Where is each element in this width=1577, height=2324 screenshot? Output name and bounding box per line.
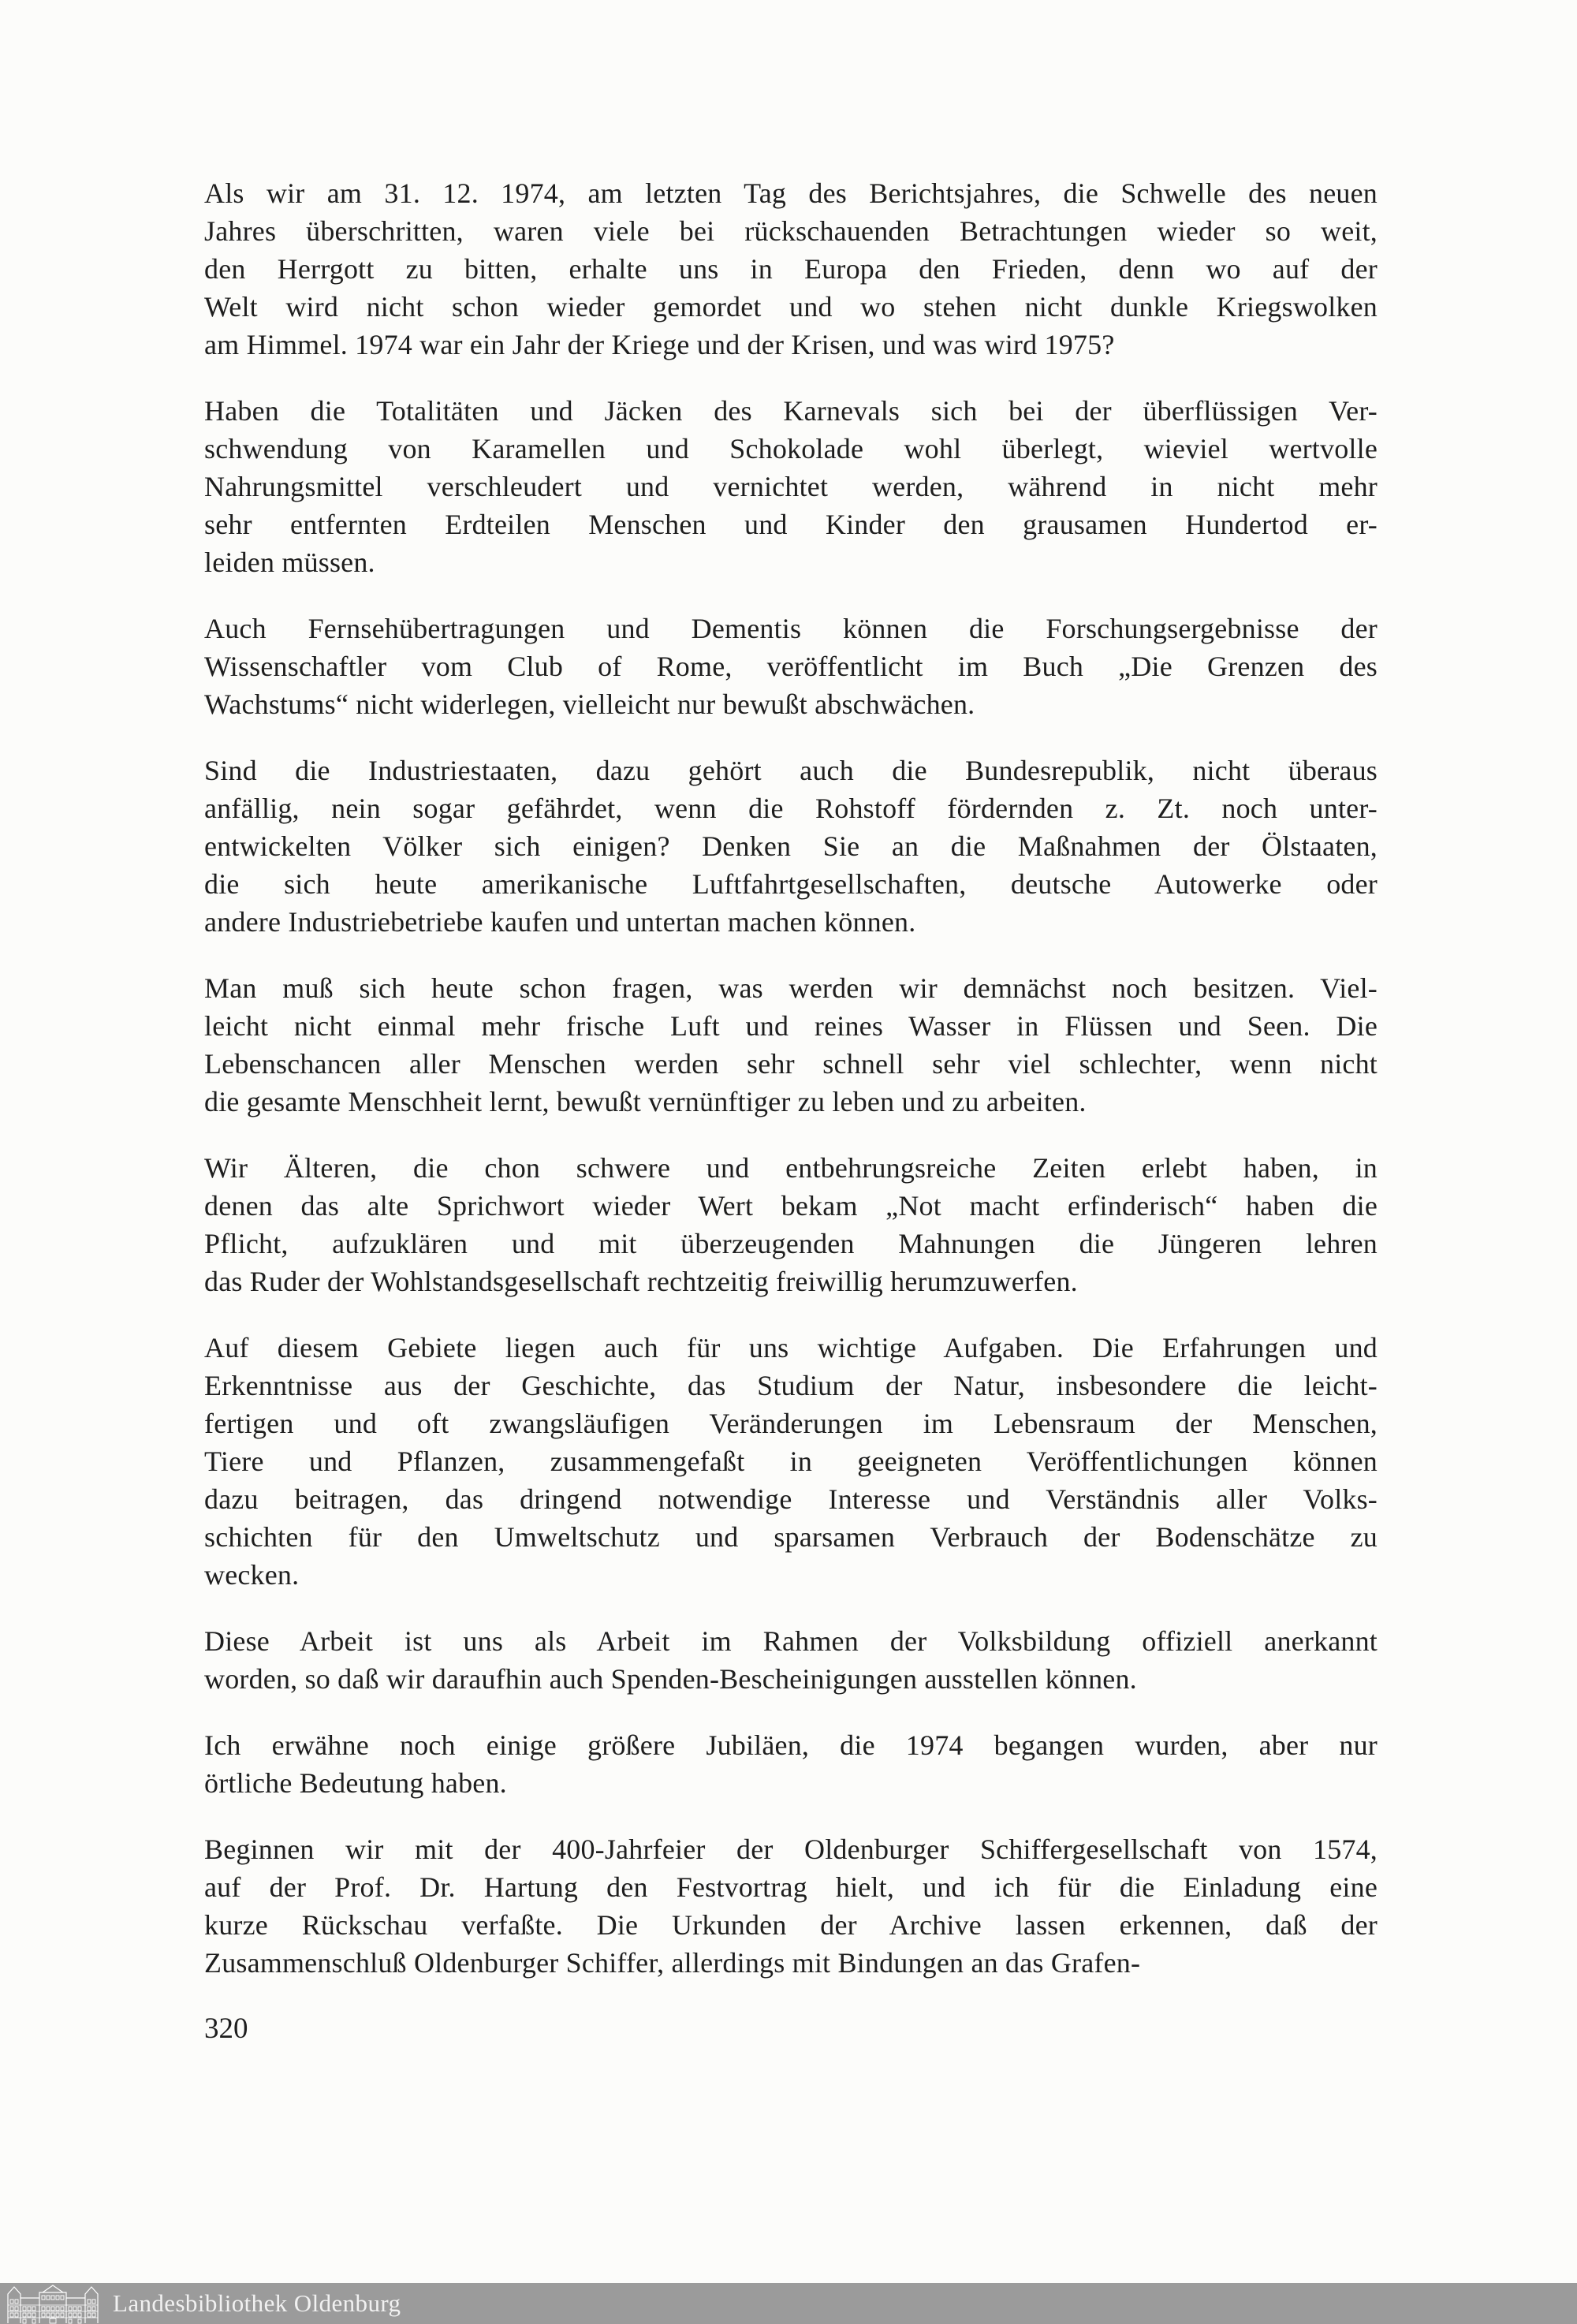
paragraph xyxy=(204,969,1378,1121)
text-line: Lebenschancen aller Menschen werden sehr schnell sehr viel schlechter, wenn nicht xyxy=(204,1048,1378,1080)
text-line: den Herrgott zu bitten, erhalte uns in Europa den Frieden, denn wo auf der xyxy=(204,253,1378,285)
text-line: Ich erwähne noch einige größere Jubiläen, die 1974 begangen wurden, aber nur xyxy=(204,1729,1378,1761)
text-line: Auf diesem Gebiete liegen auch für uns wichtige Aufgaben. Die Erfahrungen und xyxy=(204,1332,1378,1363)
text-line: Sind die Industriestaaten, dazu gehört auch die Bundesrepublik, nicht überaus xyxy=(204,755,1378,786)
paragraph xyxy=(204,174,1378,364)
text-line: örtliche Bedeutung haben. xyxy=(204,1767,507,1799)
text-line: leicht nicht einmal mehr frische Luft und reines Wasser in Flüssen und Seen. Die xyxy=(204,1010,1378,1042)
text-line: Als wir am 31. 12. 1974, am letzten Tag des Berichtsjahres, die Schwelle des neuen xyxy=(204,177,1378,209)
paragraph xyxy=(204,1329,1378,1594)
text-line: Auch Fernsehübertragungen und Dementis können die Forschungsergebnisse der xyxy=(204,613,1378,644)
text-line: die sich heute amerikanische Luftfahrtgesellschaften, deutsche Autowerke oder xyxy=(204,868,1378,900)
text-line: anfällig, nein sogar gefährdet, wenn die Rohstoff fördernden z. Zt. noch unter- xyxy=(204,793,1378,824)
paragraph xyxy=(204,752,1378,941)
text-line: schichten für den Umweltschutz und sparsamen Verbrauch der Bodenschätze zu xyxy=(204,1521,1378,1553)
paragraph xyxy=(204,1726,1378,1802)
text-line: die gesamte Menschheit lernt, bewußt vernünftiger zu leben und zu arbeiten. xyxy=(204,1086,1087,1117)
text-line: entwickelten Völker sich einigen? Denken Sie an die Maßnahmen der Ölstaaten, xyxy=(204,830,1378,862)
text-line: Beginnen wir mit der 400-Jahrfeier der Oldenburger Schiffergesellschaft von 1574, xyxy=(204,1833,1378,1865)
text-line: kurze Rückschau verfaßte. Die Urkunden der Archive lassen erkennen, daß der xyxy=(204,1909,1378,1941)
paragraph xyxy=(204,610,1378,723)
text-line: Nahrungsmittel verschleudert und vernichtet werden, während in nicht mehr xyxy=(204,471,1378,502)
text-line: schwendung von Karamellen und Schokolade wohl überlegt, wieviel wertvolle xyxy=(204,433,1378,464)
text-line: Jahres überschritten, waren viele bei rückschauenden Betrachtungen wieder so weit, xyxy=(204,215,1378,247)
text-line: Wir Älteren, die chon schwere und entbehrungsreiche Zeiten erlebt haben, in xyxy=(204,1152,1378,1184)
text-line: Pflicht, aufzuklären und mit überzeugenden Mahnungen die Jüngeren lehren xyxy=(204,1228,1378,1259)
text-line: leiden müssen. xyxy=(204,546,375,578)
text-line: denen das alte Sprichwort wieder Wert bekam „Not macht erfinderisch“ haben die xyxy=(204,1190,1378,1222)
text-line: Wissenschaftler vom Club of Rome, veröffentlicht im Buch „Die Grenzen des xyxy=(204,651,1378,682)
text-line: Tiere und Pflanzen, zusammengefaßt in geeigneten Veröffentlichungen können xyxy=(204,1446,1378,1477)
paragraphs xyxy=(204,174,1378,1982)
library-building-icon xyxy=(6,2285,100,2324)
paragraph xyxy=(204,1622,1378,1698)
text-line: Zusammenschluß Oldenburger Schiffer, allerdings mit Bindungen an das Grafen- xyxy=(204,1947,1141,1979)
footer-watermark-bar xyxy=(0,2283,1577,2324)
page-text-block xyxy=(204,174,1378,2048)
text-line: worden, so daß wir daraufhin auch Spenden-Bescheinigungen ausstellen können. xyxy=(204,1663,1137,1695)
text-line: Haben die Totalitäten und Jäcken des Karnevals sich bei der überflüssigen Ver- xyxy=(204,395,1378,427)
paragraph xyxy=(204,1149,1378,1300)
text-line: Diese Arbeit ist uns als Arbeit im Rahmen der Volksbildung offiziell anerkannt xyxy=(204,1625,1378,1657)
text-line: andere Industriebetriebe kaufen und untertan machen können. xyxy=(204,906,916,938)
text-line: Man muß sich heute schon fragen, was werden wir demnächst noch besitzen. Viel- xyxy=(204,972,1378,1004)
text-line: dazu beitragen, das dringend notwendige Interesse und Verständnis aller Volks- xyxy=(204,1483,1378,1515)
text-line: wecken. xyxy=(204,1559,300,1591)
text-line: Wachstums“ nicht widerlegen, vielleicht nur bewußt abschwächen. xyxy=(204,688,975,720)
text-line: am Himmel. 1974 war ein Jahr der Kriege und der Krisen, und was wird 1975? xyxy=(204,329,1115,360)
text-line: fertigen und oft zwangsläufigen Veränderungen im Lebensraum der Menschen, xyxy=(204,1408,1378,1439)
text-line: das Ruder der Wohlstandsgesellschaft rechtzeitig freiwillig herumzuwerfen. xyxy=(204,1266,1078,1297)
text-line: Erkenntnisse aus der Geschichte, das Studium der Natur, insbesondere die leicht- xyxy=(204,1370,1378,1401)
text-line: Welt wird nicht schon wieder gemordet und wo stehen nicht dunkle Kriegswolken xyxy=(204,291,1378,323)
library-name-label: Landesbibliothek Oldenburg xyxy=(113,2289,401,2317)
text-line: auf der Prof. Dr. Hartung den Festvortrag hielt, und ich für die Einladung eine xyxy=(204,1871,1378,1903)
paragraph xyxy=(204,1830,1378,1982)
text-line: sehr entfernten Erdteilen Menschen und Kinder den grausamen Hundertod er- xyxy=(204,509,1378,540)
page-number: 320 xyxy=(204,2013,248,2045)
paragraph xyxy=(204,392,1378,581)
